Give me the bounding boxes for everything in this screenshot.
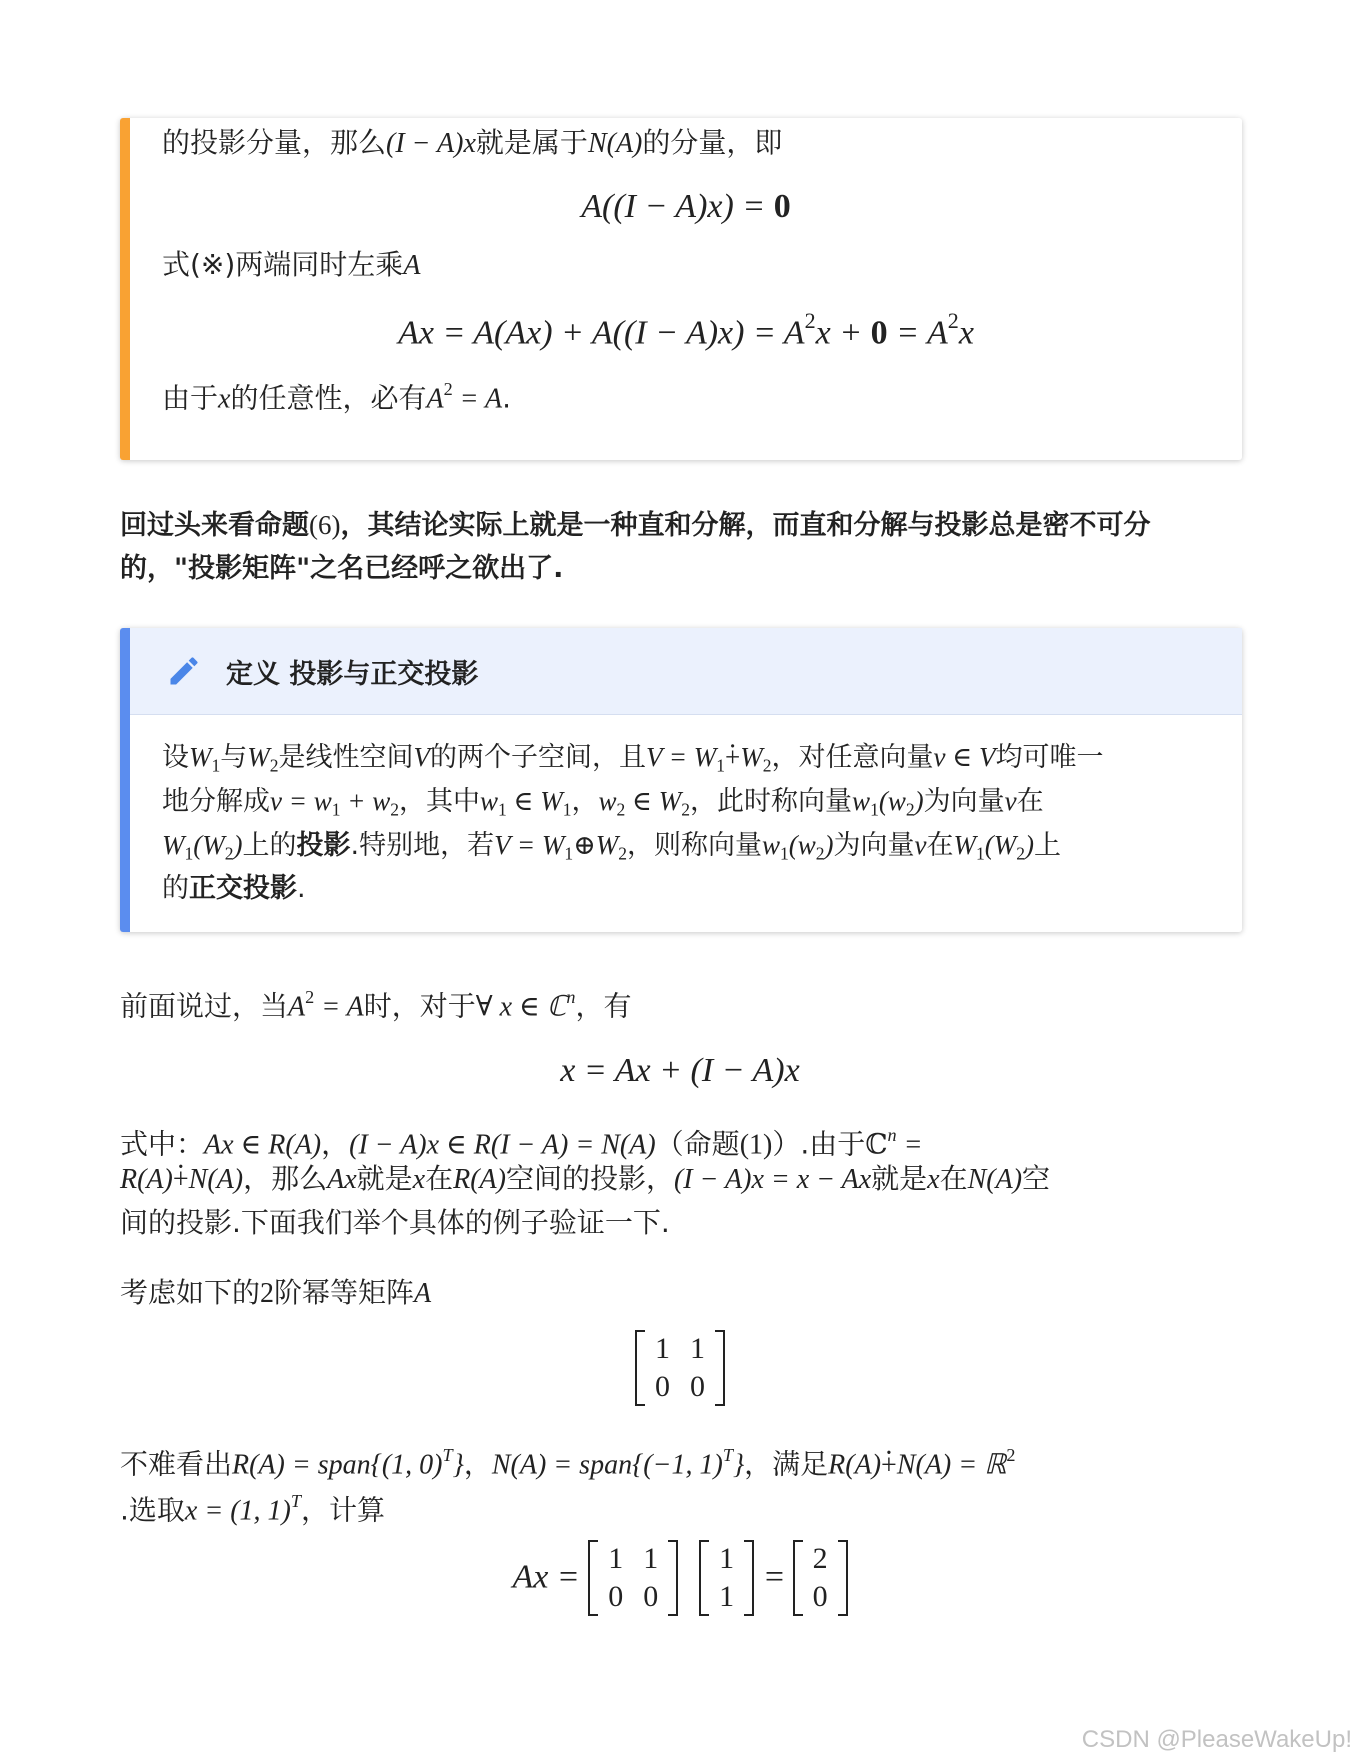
paragraph-2-line-2: R(A)· +N(A)，那么Ax就是x在R(A)空间的投影，(I − A)x = x − Ax就是x在N(A)空 bbox=[120, 1158, 1050, 1201]
definition-line-4: 的正交投影. bbox=[162, 873, 306, 904]
pencil-icon bbox=[166, 653, 202, 689]
bold-paragraph-line-2: 的，"投影矩阵"之名已经呼之欲出了. bbox=[120, 553, 564, 584]
paragraph-4-line-2: .选取x = (1, 1)$^T$，计算 bbox=[120, 1491, 386, 1527]
matrix-a: 1 1 0 0 bbox=[0, 1330, 1360, 1406]
proof-equation-1: A((I − A)x) = 0 bbox=[581, 188, 791, 225]
vector-result: 2 0 bbox=[793, 1540, 848, 1616]
definition-title: 定义 投影与正交投影 bbox=[226, 658, 479, 690]
paragraph-2-line-3: 间的投影.下面我们举个具体的例子验证一下. bbox=[120, 1206, 670, 1239]
proof-equation-2: $Ax = A(Ax) + A((I - A)x) = A^2x + 0 = A^2x$ bbox=[398, 308, 974, 352]
definition-card bbox=[120, 628, 1242, 932]
vector-x: 1 1 bbox=[699, 1540, 754, 1616]
equation-3: x = Ax + (I − A)x bbox=[560, 1052, 800, 1089]
definition-line-3: $W_1(W_2)$上的投影.特别地，若$V = W_1\oplus W_2$，则称向量$w_1(w_2)$为向量v在$W_1(W_2)$上 bbox=[162, 830, 1062, 864]
matrix-a-product: 1 1 0 0 bbox=[588, 1540, 678, 1616]
definition-header bbox=[130, 628, 1242, 715]
paragraph-1: 前面说过，当$A^2 = A$时，对于∀ x ∈ ℂ$^n$，有 bbox=[120, 987, 632, 1023]
definition-line-2: 地分解成$v = w_1 + w_2$，其中$w_1$ ∈ $W_1$，$w_2$ ∈ $W_2$，此时称向量$w_1(w_2)$为向量v在 bbox=[162, 786, 1044, 820]
paragraph-4-line-1: 不难看出R(A) = span{(1, 0)$^T$}，N(A) = span{(−1, 1)$^T$}，满足R(A)· +N(A) = ℝ$^2$ bbox=[120, 1434, 1015, 1487]
bold-paragraph-line-1: 回过头来看命题(6)，其结论实际上就是一种直和分解，而直和分解与投影总是密不可分 bbox=[120, 510, 1151, 541]
proof-line-2: 式(※)两端同时左乘A bbox=[162, 248, 421, 281]
paragraph-2-line-1: 式中：Ax ∈ R(A)，(I − A)x ∈ R(I − A) = N(A)（命题(1)）.由于ℂ$^n$ = bbox=[120, 1125, 923, 1161]
definition-line-1: 设$W_1$与$W_2$是线性空间V的两个子空间，且$V = W_1\cdot +W_2$，对任意向量v ∈ V均可唯一 bbox=[162, 736, 1103, 786]
proof-line-3: 由于x的任意性，必有$A^2 = A$. bbox=[162, 379, 512, 415]
paragraph-3: 考虑如下的2阶幂等矩阵A bbox=[120, 1276, 432, 1309]
watermark: CSDN @PleaseWakeUp! bbox=[1081, 1726, 1352, 1753]
equation-4: Ax = 1 1 0 0 1 1 = 2 0 bbox=[0, 1540, 1360, 1616]
proof-line-1: 的投影分量，那么(I − A)x就是属于N(A)的分量，即 bbox=[162, 126, 783, 159]
proof-card bbox=[120, 118, 1242, 460]
